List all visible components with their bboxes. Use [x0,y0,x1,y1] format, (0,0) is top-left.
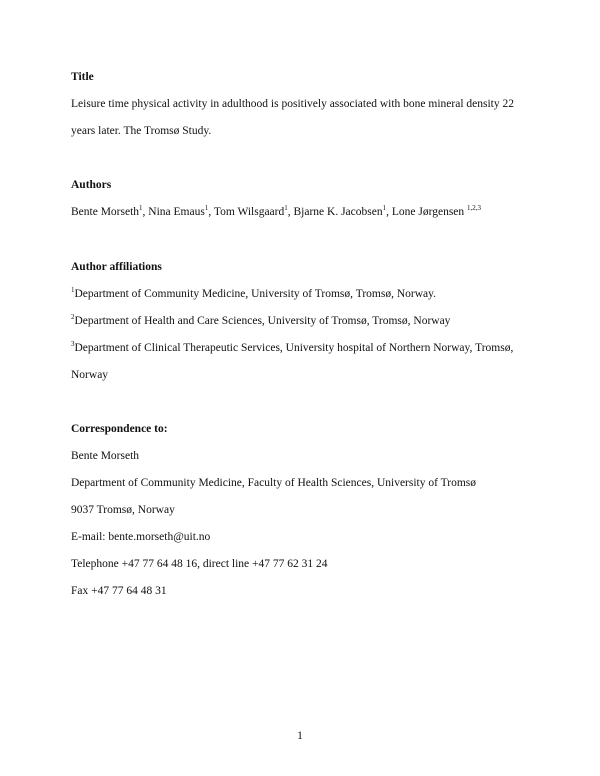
author-name: Lone Jørgensen [391,206,468,218]
author-affiliation-sup: 1 [139,204,143,212]
affiliation-text: Department of Community Medicine, University of Tromsø, Tromsø, Norway. [74,288,436,300]
correspondence-name: Bente Morseth [71,450,140,462]
correspondence-department: Department of Community Medicine, Faculty of Health Sciences, University of Tromsø [71,477,476,489]
correspondence-address: 9037 Tromsø, Norway [71,504,175,516]
affiliation-text: Department of Clinical Therapeutic Services, University hospital of Northern Norway, Tromsø, [74,342,514,354]
correspondence-email: E-mail: bente.morseth@uit.no [71,531,211,543]
affiliations-heading: Author affiliations [71,261,162,273]
author-affiliation-sup: 1 [382,204,387,212]
correspondence-telephone: Telephone +47 77 64 48 16, direct line +47 77 62 31 24 [71,558,328,570]
authors-line [71,205,481,219]
author-separator: , [287,206,294,218]
correspondence-heading: Correspondence to: [71,423,168,435]
affiliation-continuation: Norway [71,369,109,381]
author-name: Tom Wilsgaard [213,206,285,218]
title-line-2: years later. The Tromsø Study. [71,125,212,137]
affiliation-item [71,314,450,328]
affiliation-item [71,341,513,355]
author-name: Nina Emaus [148,206,205,218]
author-separator: , [386,206,392,218]
title-heading: Title [71,71,94,83]
author-affiliation-sup: 1 [284,204,288,212]
page-number: 1 [297,730,303,742]
author-name: Bjarne K. Jacobsen [293,206,383,218]
authors-heading: Authors [71,179,112,191]
correspondence-fax: Fax +47 77 64 48 31 [71,585,167,597]
author-separator: , [208,206,214,218]
author-affiliation-sup: 1 [204,204,209,212]
affiliation-item [71,287,436,301]
title-line-1: Leisure time physical activity in adulthood is positively associated with bone mineral density 22 [71,98,514,110]
author-name: Bente Morseth [71,206,140,218]
affiliation-sup: 2 [71,313,75,321]
affiliation-sup: 3 [71,340,75,348]
author-affiliation-sup: 1,2,3 [467,204,482,212]
affiliation-sup: 1 [71,286,75,294]
affiliation-text: Department of Health and Care Sciences, University of Tromsø, Tromsø, Norway [74,315,451,327]
author-separator: , [142,206,149,218]
